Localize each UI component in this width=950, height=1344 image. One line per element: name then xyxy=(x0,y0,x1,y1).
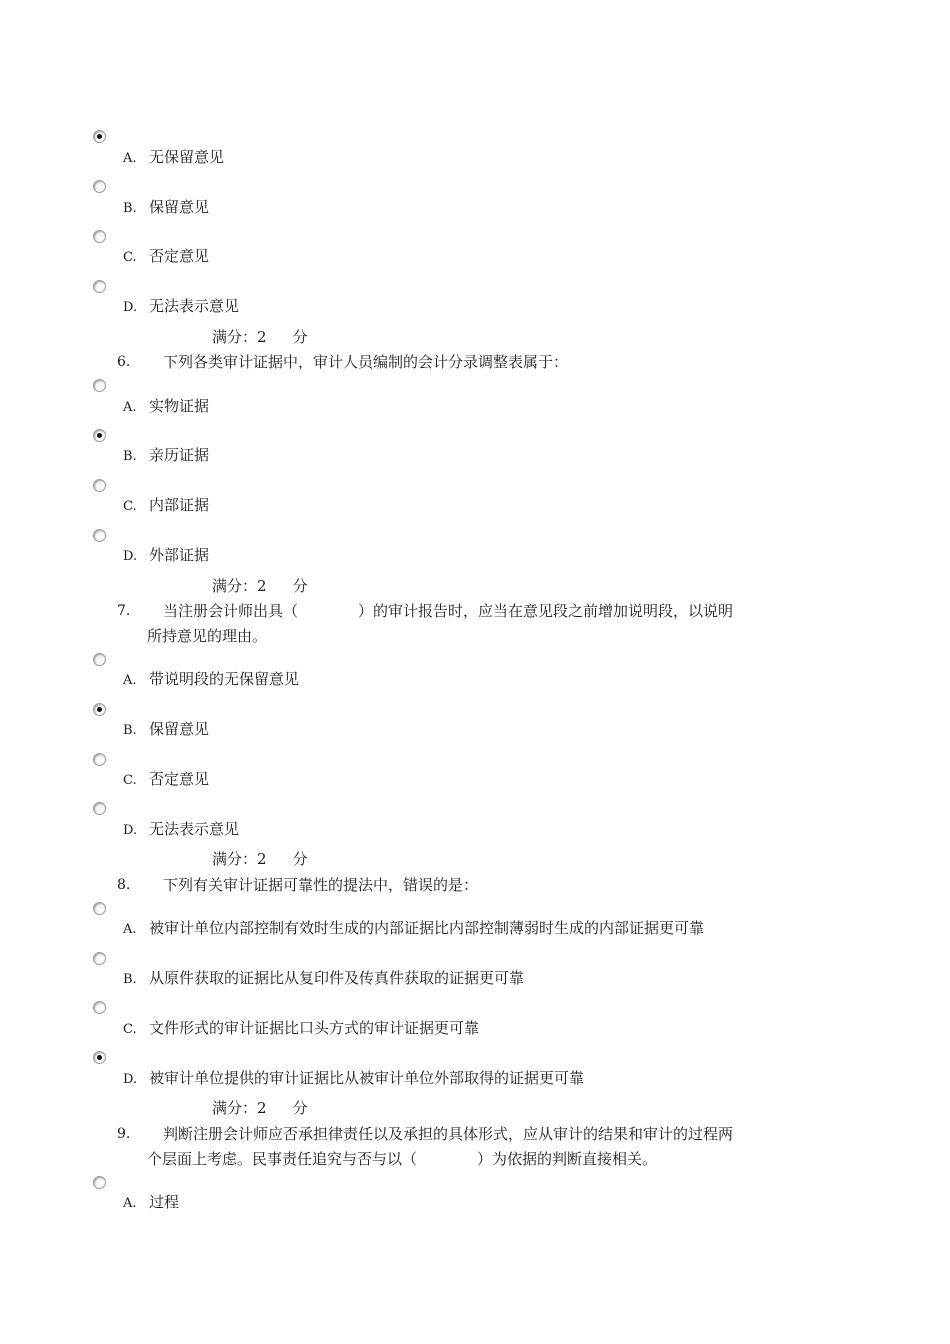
q7-option-a-radio[interactable] xyxy=(93,653,106,666)
q8-text: 下列有关审计证据可靠性的提法中，错误的是： xyxy=(163,876,479,894)
q7-number: 7. xyxy=(117,603,131,619)
q6-text: 下列各类审计证据中，审计人员编制的会计分录调整表属于： xyxy=(163,353,569,371)
q8-option-c: C. 文件形式的审计证据比口头方式的审计证据更可靠 xyxy=(123,1019,480,1037)
q8-option-d: D. 被审计单位提供的审计证据比从被审计单位外部取得的证据更可靠 xyxy=(123,1069,585,1087)
q6-option-a-radio[interactable] xyxy=(93,379,106,392)
q5-option-a-radio[interactable] xyxy=(93,130,106,143)
q8-score: 满分：2 分 xyxy=(212,1099,308,1117)
q8-option-a: A. 被审计单位内部控制有效时生成的内部证据比内部控制薄弱时生成的内部证据更可靠 xyxy=(123,919,705,937)
q9-text-line1: 判断注册会计师应否承担律责任以及承担的具体形式，应从审计的结果和审计的过程两 xyxy=(163,1125,734,1143)
q9-number: 9. xyxy=(117,1126,131,1142)
q7-text-line1: 当注册会计师出具（ ）的审计报告时，应当在意见段之前增加说明段，以说明 xyxy=(163,602,734,620)
q5-score: 满分：2 分 xyxy=(212,328,308,346)
q5-option-c-radio[interactable] xyxy=(93,230,106,243)
q8-option-d-radio[interactable] xyxy=(93,1051,106,1064)
q5-option-c: C. 否定意见 xyxy=(123,247,210,265)
q6-number: 6. xyxy=(117,354,131,370)
q7-text-line2: 所持意见的理由。 xyxy=(147,627,268,645)
q6-option-b: B. 亲历证据 xyxy=(123,446,210,464)
q7-option-d-radio[interactable] xyxy=(93,802,106,815)
q6-option-a: A. 实物证据 xyxy=(123,397,210,415)
q9-option-a-radio[interactable] xyxy=(93,1176,106,1189)
q7-option-b: B. 保留意见 xyxy=(123,720,210,738)
q6-option-b-radio[interactable] xyxy=(93,429,106,442)
q8-option-b-radio[interactable] xyxy=(93,952,106,965)
q5-option-d: D. 无法表示意见 xyxy=(123,297,240,315)
q6-option-c: C. 内部证据 xyxy=(123,496,210,514)
q5-option-b: B. 保留意见 xyxy=(123,198,210,216)
q5-option-b-radio[interactable] xyxy=(93,180,106,193)
q7-option-b-radio[interactable] xyxy=(93,703,106,716)
q8-option-a-radio[interactable] xyxy=(93,902,106,915)
q9-option-a: A. 过程 xyxy=(123,1193,180,1211)
q7-score: 满分：2 分 xyxy=(212,850,308,868)
q6-option-d-radio[interactable] xyxy=(93,529,106,542)
q9-text-line2: 个层面上考虑。民事责任追究与否与以（ ）为依据的判断直接相关。 xyxy=(147,1150,658,1168)
q5-option-a: A. 无保留意见 xyxy=(123,148,225,166)
q7-option-a: A. 带说明段的无保留意见 xyxy=(123,670,300,688)
q6-option-d: D. 外部证据 xyxy=(123,546,210,564)
q7-option-c-radio[interactable] xyxy=(93,753,106,766)
q8-option-c-radio[interactable] xyxy=(93,1001,106,1014)
q6-option-c-radio[interactable] xyxy=(93,479,106,492)
q7-option-c: C. 否定意见 xyxy=(123,770,210,788)
q8-number: 8. xyxy=(117,877,131,893)
q6-score: 满分：2 分 xyxy=(212,577,308,595)
q7-option-d: D. 无法表示意见 xyxy=(123,820,240,838)
q8-option-b: B. 从原件获取的证据比从复印件及传真件获取的证据更可靠 xyxy=(123,969,525,987)
q5-option-d-radio[interactable] xyxy=(93,280,106,293)
